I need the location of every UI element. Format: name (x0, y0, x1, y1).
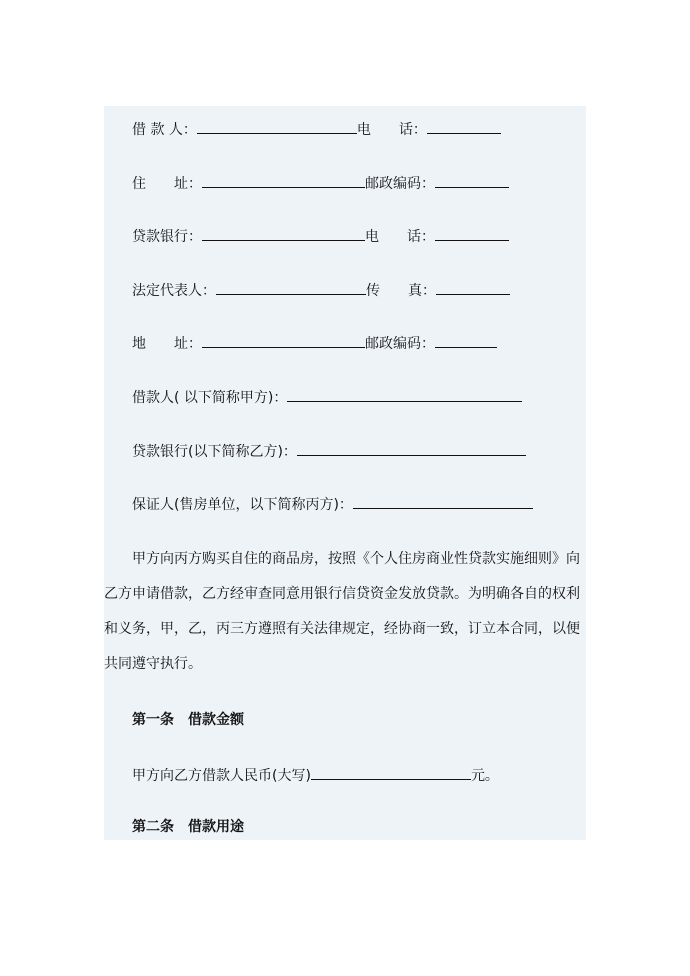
article-1-title: 借款金额 (188, 712, 244, 728)
party-a-label: 借款人( 以下简称甲方)： (132, 390, 288, 406)
bank-address-blank[interactable] (202, 333, 365, 348)
party-c-blank[interactable] (353, 494, 533, 509)
legal-rep-row (132, 280, 510, 300)
borrower-phone-label: 电 话： (356, 122, 427, 138)
party-b-row (132, 441, 526, 461)
address-postcode-label: 邮政编码： (365, 176, 435, 192)
amount-blank[interactable] (311, 765, 471, 780)
amount-suffix: 元。 (470, 768, 499, 784)
address-blank[interactable] (202, 173, 365, 188)
borrower-row (132, 119, 501, 139)
article-1-number: 第一条 (132, 712, 174, 728)
legal-rep-label: 法定代表人： (132, 283, 216, 299)
party-c-row (132, 494, 533, 514)
borrower-label: 借 款 人： (132, 122, 197, 138)
party-a-row (132, 387, 522, 407)
amount-prefix: 甲方向乙方借款人民币(大写) (132, 768, 311, 784)
bank-name-blank[interactable] (202, 226, 365, 241)
intro-paragraph: 甲方向丙方购买自住的商品房，按照《个人住房商业性贷款实施细则》向乙方申请借款，乙方经审查同意用银行信贷资金发放贷款。为明确各自的权利和义务，甲，乙，丙三方遵照有关法律规定，经协商一致，订立本合同，以便共同遵守执行。 (104, 551, 580, 672)
address-label: 住 址： (132, 176, 202, 192)
document-panel (104, 106, 586, 840)
legal-rep-blank[interactable] (216, 280, 366, 295)
bank-phone-blank[interactable] (435, 226, 509, 241)
address-row (132, 173, 509, 193)
bank-address-row (132, 333, 497, 353)
article-2-title: 借款用途 (188, 819, 244, 835)
article-1-heading (132, 711, 244, 729)
party-b-label: 贷款银行(以下简称乙方)： (132, 444, 297, 460)
bank-phone-label: 电 话： (365, 229, 435, 245)
bank-address-postcode-blank[interactable] (435, 333, 497, 348)
article-2-heading (132, 818, 244, 836)
bank-row (132, 226, 509, 246)
party-c-label: 保证人(售房单位，以下简称丙方)： (132, 497, 353, 513)
amount-row (132, 765, 499, 785)
borrower-phone-blank[interactable] (427, 119, 501, 134)
article-2-number: 第二条 (132, 819, 174, 835)
bank-address-label: 地 址： (132, 336, 202, 352)
party-b-blank[interactable] (297, 441, 526, 456)
address-postcode-blank[interactable] (435, 173, 509, 188)
bank-label: 贷款银行： (132, 229, 202, 245)
borrower-name-blank[interactable] (197, 119, 357, 134)
fax-blank[interactable] (436, 280, 510, 295)
party-a-blank[interactable] (287, 387, 522, 402)
fax-label: 传 真： (366, 283, 436, 299)
bank-address-postcode-label: 邮政编码： (365, 336, 435, 352)
